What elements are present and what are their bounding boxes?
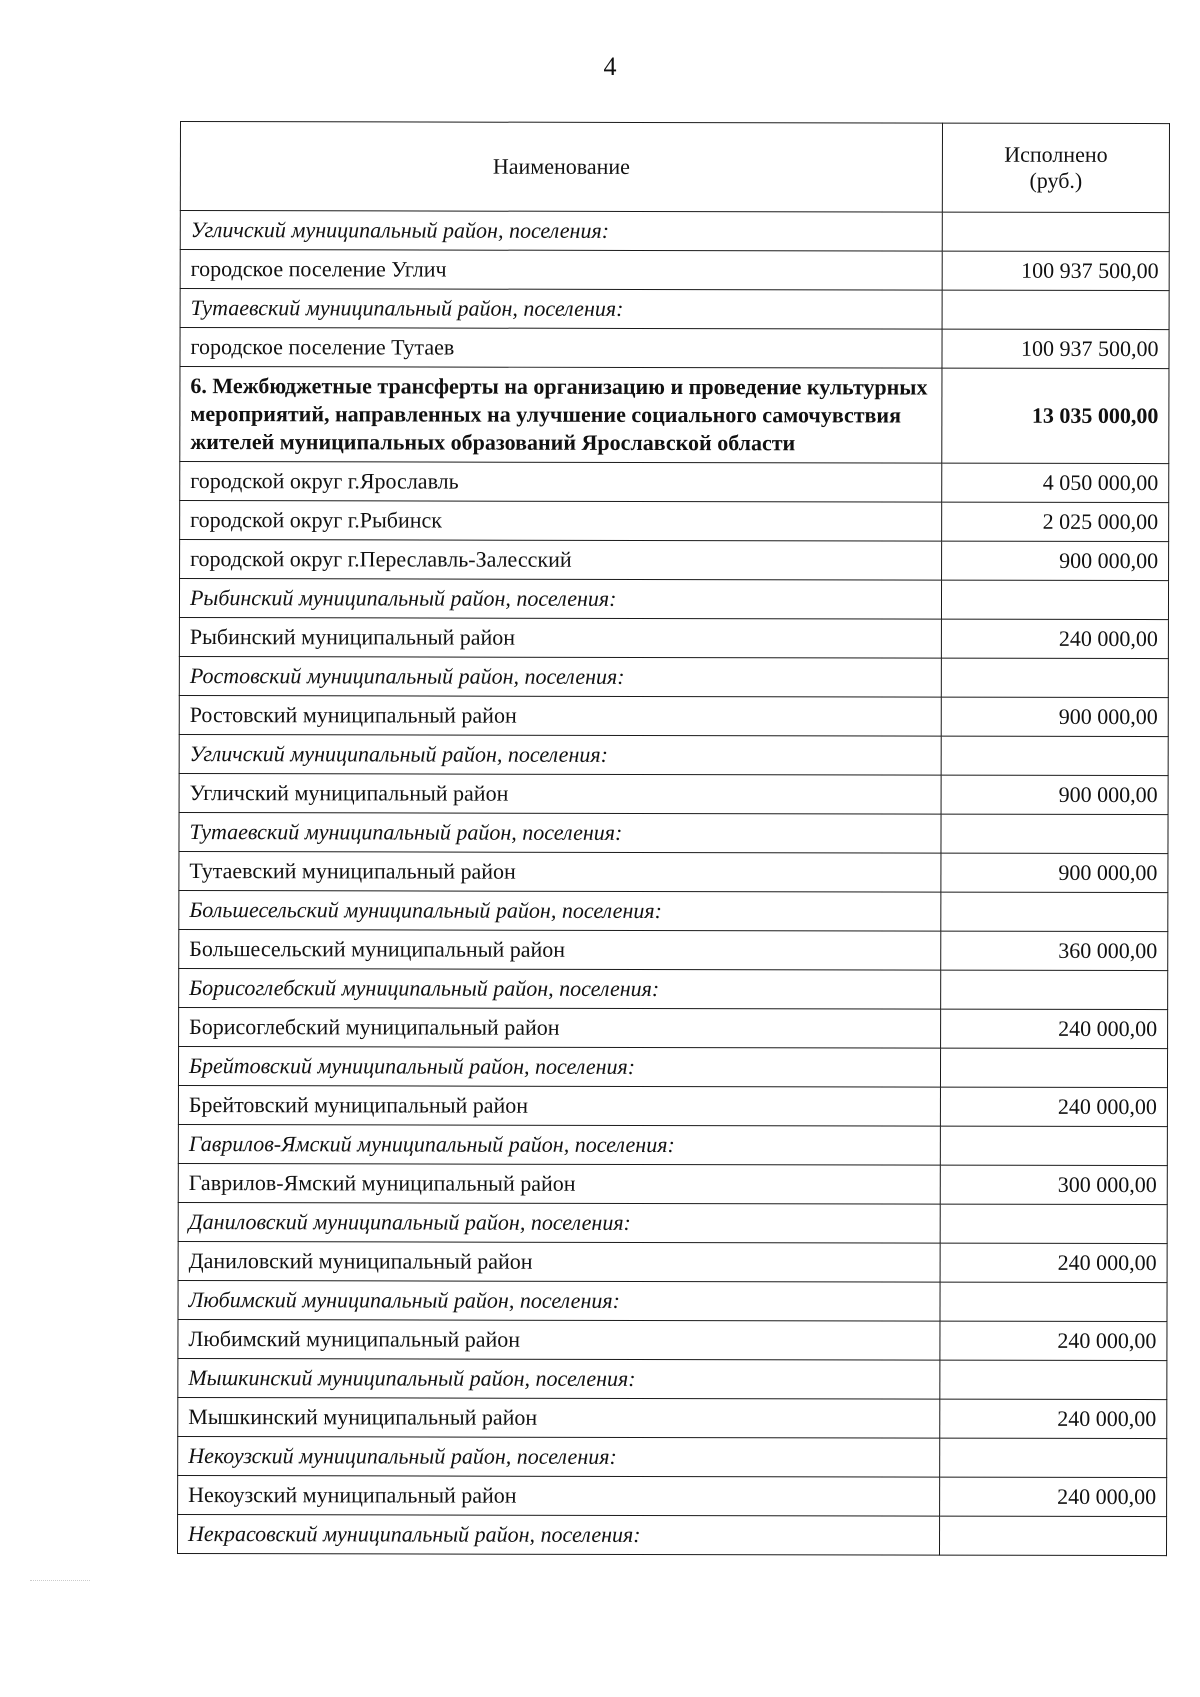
row-value [942, 212, 1169, 251]
header-row [180, 122, 1169, 213]
row-value: 240 000,00 [941, 1009, 1168, 1048]
row-name: Борисоглебский муниципальный район, поселения: [179, 968, 941, 1009]
table-row [178, 1397, 1167, 1438]
table-row-subheading [179, 890, 1168, 931]
row-name: Брейтовский муниципальный район [178, 1085, 940, 1126]
row-value [940, 1282, 1167, 1321]
row-value: 13 035 000,00 [942, 368, 1169, 463]
row-value [940, 1126, 1167, 1165]
row-name: Большесельский муниципальный район, поселения: [179, 890, 941, 931]
row-name: Большесельский муниципальный район [179, 929, 941, 970]
row-name: Некоузский муниципальный район [178, 1475, 940, 1516]
row-value: 2 025 000,00 [942, 502, 1169, 541]
row-name: 6. Межбюджетные трансферты на организацию и проведение культурных мероприятий, направленных на улучшение социального самочувствия жителей муниципальных образований Ярославской области [180, 367, 942, 464]
row-value [941, 736, 1168, 775]
row-name: городской округ г.Переславль-Залесский [180, 540, 942, 581]
row-value [942, 290, 1169, 329]
table-row [179, 695, 1168, 736]
table-row [179, 617, 1168, 658]
row-value [941, 970, 1168, 1009]
table-row-subheading [179, 734, 1168, 775]
scan-artifact [30, 1580, 90, 1583]
table-row [178, 1163, 1167, 1204]
row-name: городской округ г.Ярославль [180, 462, 942, 503]
row-name: Гаврилов-Ямский муниципальный район [178, 1163, 940, 1204]
row-name: Тутаевский муниципальный район, поселения: [179, 812, 941, 853]
row-value [941, 658, 1168, 697]
table-row-subheading [179, 579, 1168, 620]
row-name: городской округ г.Рыбинск [180, 501, 942, 542]
table-row-subheading [179, 812, 1168, 853]
table-row-subheading [178, 1046, 1167, 1087]
row-name: Ростовский муниципальный район [179, 695, 941, 736]
table-row-subheading [178, 1124, 1167, 1165]
row-name: Рыбинский муниципальный район [179, 617, 941, 658]
row-name: Рыбинский муниципальный район, поселения: [179, 579, 941, 620]
column-header-name: Наименование [180, 122, 942, 213]
row-name: городское поселение Углич [180, 250, 942, 291]
row-value: 240 000,00 [940, 1399, 1167, 1438]
row-value: 900 000,00 [941, 697, 1168, 736]
row-value: 4 050 000,00 [942, 463, 1169, 502]
row-value [941, 814, 1168, 853]
table-row [178, 1241, 1167, 1282]
table-row [178, 1085, 1167, 1126]
row-name: Угличский муниципальный район, поселения: [179, 734, 941, 775]
table-row [179, 773, 1168, 814]
table-row-subheading [178, 1358, 1167, 1399]
column-header-value [942, 123, 1169, 212]
table-row-subheading [177, 1514, 1166, 1555]
row-name: Брейтовский муниципальный район, поселения: [178, 1046, 940, 1087]
row-value: 900 000,00 [942, 541, 1169, 580]
row-value: 240 000,00 [941, 619, 1168, 658]
table-row [178, 1475, 1167, 1516]
row-name: Некрасовский муниципальный район, поселения: [177, 1514, 939, 1555]
row-name: Гаврилов-Ямский муниципальный район, поселения: [178, 1124, 940, 1165]
table-row-section [180, 367, 1169, 464]
row-name: Мышкинский муниципальный район, поселения: [178, 1358, 940, 1399]
table-body [177, 211, 1169, 1556]
table-row-subheading [178, 1436, 1167, 1477]
table-row [180, 501, 1169, 542]
table-row-subheading [179, 656, 1168, 697]
table-row [179, 851, 1168, 892]
row-name: Даниловский муниципальный район, поселения: [178, 1202, 940, 1243]
row-value [940, 1204, 1167, 1243]
table-row [179, 1007, 1168, 1048]
row-value [940, 1438, 1167, 1477]
table-row-subheading [180, 289, 1169, 330]
row-value: 360 000,00 [941, 931, 1168, 970]
row-value [941, 892, 1168, 931]
row-name: Тутаевский муниципальный район, поселения: [180, 289, 942, 330]
row-value [939, 1516, 1166, 1555]
table-row [180, 462, 1169, 503]
row-name: Мышкинский муниципальный район [178, 1397, 940, 1438]
row-value: 240 000,00 [940, 1477, 1167, 1516]
row-value: 300 000,00 [940, 1165, 1167, 1204]
row-value: 240 000,00 [940, 1243, 1167, 1282]
table-row [178, 1319, 1167, 1360]
row-value [940, 1048, 1167, 1087]
column-header-value-line1: Исполнено [1004, 141, 1108, 167]
row-name: Угличский муниципальный район [179, 773, 941, 814]
row-name: Даниловский муниципальный район [178, 1241, 940, 1282]
table-row-subheading [179, 968, 1168, 1009]
row-name: Ростовский муниципальный район, поселения: [179, 656, 941, 697]
page-number: 4 [603, 52, 617, 81]
row-name: Борисоглебский муниципальный район [179, 1007, 941, 1048]
table-row [180, 540, 1169, 581]
table-row-subheading [178, 1280, 1167, 1321]
row-name: Некоузский муниципальный район, поселения: [178, 1436, 940, 1477]
row-name: городское поселение Тутаев [180, 328, 942, 369]
table-row-subheading [178, 1202, 1167, 1243]
row-name: Угличский муниципальный район, поселения: [180, 211, 942, 252]
row-name: Любимский муниципальный район, поселения: [178, 1280, 940, 1321]
row-value [940, 1360, 1167, 1399]
row-value: 900 000,00 [941, 775, 1168, 814]
row-value: 100 937 500,00 [942, 329, 1169, 368]
table-row [179, 929, 1168, 970]
row-value: 240 000,00 [940, 1321, 1167, 1360]
table-header [180, 122, 1169, 213]
column-header-value-line2: (руб.) [1029, 167, 1083, 193]
table-row [180, 328, 1169, 369]
row-name: Тутаевский муниципальный район [179, 851, 941, 892]
table-row [180, 250, 1169, 291]
row-value [941, 580, 1168, 619]
row-value: 100 937 500,00 [942, 251, 1169, 290]
report-table [177, 121, 1170, 1556]
row-value: 900 000,00 [941, 853, 1168, 892]
row-name: Любимский муниципальный район [178, 1319, 940, 1360]
row-value: 240 000,00 [940, 1087, 1167, 1126]
table-row-subheading [180, 211, 1169, 252]
